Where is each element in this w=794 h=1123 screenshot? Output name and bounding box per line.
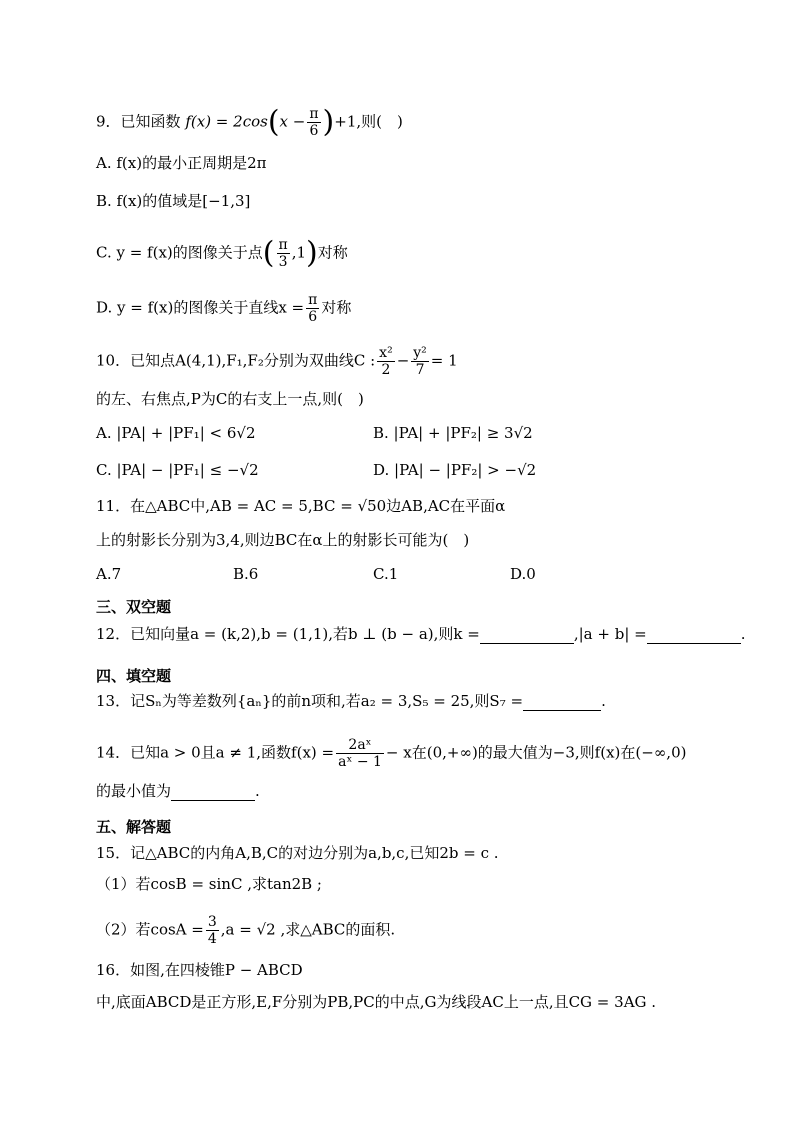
q9-right-paren: ) <box>322 104 335 140</box>
q9-stem-text: 9．已知函数 <box>96 112 181 131</box>
q11-option-a: A.7 <box>96 565 122 583</box>
q15-line1: 15．记△ABC的内角A,B,C的对边分别为a,b,c,已知2b = c . <box>96 844 499 862</box>
q13: 13．记Sₙ为等差数列{aₙ}的前n项和,若a₂ = 3,S₅ = 25,则S₇ = . <box>96 692 606 710</box>
q14-blank <box>171 786 255 801</box>
q11-line2: 上的射影长分别为3,4,则边BC在α上的射影长可能为( ) <box>96 531 470 549</box>
q9-option-c: C. y = f(x)的图像关于点( $\frac{\pi}{3}$ ,1)对称 <box>96 235 348 271</box>
q9-tail: +1,则( ) <box>334 112 403 131</box>
q9-stem <box>96 106 403 139</box>
q11-line1: 11．在△ABC中,AB = AC = 5,BC = √50边AB,AC在平面α <box>96 497 506 515</box>
q9-inner: x − <box>279 112 306 131</box>
q14-fraction: $\frac{\text{2aˣ}}{\text{aˣ − 1}}$ <box>338 737 382 770</box>
q11-option-b: B.6 <box>233 565 259 583</box>
q9-func: f(x) = 2cos <box>185 112 268 131</box>
q12: 12．已知向量a = (k,2),b = (1,1),若b ⊥ (b − a),则k = ,|a + b| = . <box>96 625 746 643</box>
q9-option-d: D. y = f(x)的图像关于直线x = $\frac{\pi}{6}$ 对称 <box>96 292 352 325</box>
q10-frac-x: $\frac{\text{x²}}{2}$ <box>379 345 393 378</box>
q14-line2: 的最小值为 . <box>96 782 260 800</box>
q11-option-c: C.1 <box>373 565 399 583</box>
q10-frac-y: $\frac{\text{y²}}{7}$ <box>413 345 427 378</box>
q13-blank <box>523 696 601 711</box>
q15-fraction: $\frac{3}{4}$ <box>207 914 217 947</box>
q10-option-b: B. |PA| + |PF₂| ≥ 3√2 <box>373 424 533 442</box>
q12-blank-2 <box>647 629 741 644</box>
q9-left-paren: ( <box>267 104 280 140</box>
q9-option-a: A. f(x)的最小正周期是2π <box>96 154 267 172</box>
q10-option-d: D. |PA| − |PF₂| > −√2 <box>373 461 537 479</box>
q11-option-d: D.0 <box>510 565 536 583</box>
q15-part2: （2）若cosA = $\frac{3}{4}$ ,a = √2 ,求△ABC的面积. <box>96 914 396 947</box>
q16-line1: 16．如图,在四棱锥P − ABCD <box>96 961 303 979</box>
q14-line1: 14．已知a > 0且a ≠ 1,函数f(x) = $\frac{\text{2aˣ}}{\text{aˣ − 1}}$ − x在(0,+∞)的最大值为−3,则f(x)在(−∞,0) <box>96 737 687 770</box>
section-heading-3: 三、双空题 <box>96 598 172 616</box>
q9-c-fraction: $\frac{\pi}{3}$ <box>278 237 288 270</box>
q9-fraction: $\frac{\pi}{6}$ <box>309 106 319 139</box>
q9-option-b: B. f(x)的值域是[−1,3] <box>96 192 251 210</box>
section-heading-4: 四、填空题 <box>96 667 172 685</box>
q9-d-fraction: $\frac{\pi}{6}$ <box>308 292 318 325</box>
q15-part1: （1）若cosB = sinC ,求tan2B ; <box>96 875 322 893</box>
q10-option-a: A. |PA| + |PF₁| < 6√2 <box>96 424 256 442</box>
q10-stem: 10．已知点A(4,1),F₁,F₂分别为双曲线C : $\frac{\text{x²}}{2}$ − $\frac{\text{y²}}{7}$ = 1 <box>96 345 458 378</box>
q16-line2: 中,底面ABCD是正方形,E,F分别为PB,PC的中点,G为线段AC上一点,且CG = 3AG . <box>96 993 657 1011</box>
q12-blank-1 <box>480 629 574 644</box>
q10-option-c: C. |PA| − |PF₁| ≤ −√2 <box>96 461 259 479</box>
section-heading-5: 五、解答题 <box>96 818 172 836</box>
q10-line2: 的左、右焦点,P为C的右支上一点,则( ) <box>96 390 364 408</box>
